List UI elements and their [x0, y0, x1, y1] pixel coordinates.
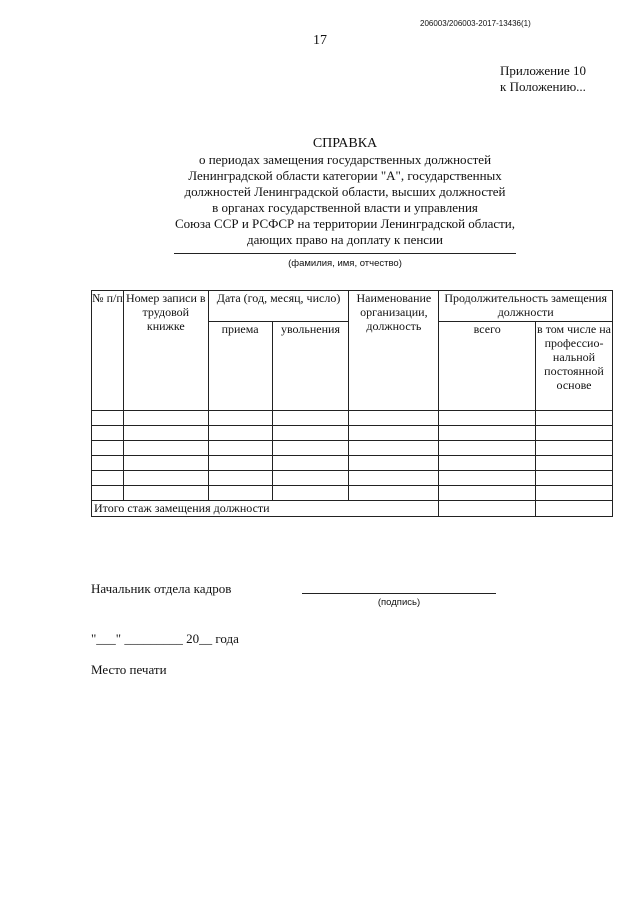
date-line: "___" _________ 20__ года	[91, 631, 239, 646]
header-organization: Наименование организации, должность	[349, 291, 439, 411]
header-duration-total: всего	[439, 322, 536, 411]
chief-hr-label: Начальник отдела кадров	[91, 581, 232, 596]
title-line: о периодах замещения государственных должностей	[198, 152, 492, 167]
title-line: Ленинградской области категории "А", государственных	[188, 168, 502, 183]
total-value	[439, 501, 536, 517]
header-date-hire: приема	[208, 322, 272, 411]
title-line: должностей Ленинградской области, высших должностей	[184, 184, 506, 199]
table-row	[92, 441, 613, 456]
document-title	[150, 135, 540, 248]
header-duration-professional: в том числе на профессио-нальной постоянной основе	[536, 322, 613, 411]
total-row	[92, 501, 613, 517]
header-duration: Продолжительность замещения должности	[439, 291, 613, 322]
table-row	[92, 426, 613, 441]
header-record-number: Номер записи в трудовой книжке	[123, 291, 208, 411]
total-professional-value	[536, 501, 613, 517]
table-row	[92, 471, 613, 486]
service-periods-table	[91, 290, 613, 517]
document-id: 206003/206003-2017-13436(1)	[420, 19, 531, 28]
page-number: 17	[313, 33, 327, 48]
appendix-line-2: к Положению...	[500, 79, 586, 94]
appendix-line-1: Приложение 10	[500, 63, 587, 78]
signature-line	[302, 593, 496, 594]
title-line: дающих право на доплату к пенсии	[246, 232, 443, 247]
total-label: Итого стаж замещения должности	[92, 501, 439, 517]
seal-place-label: Место печати	[91, 662, 167, 677]
fio-caption: (фамилия, имя, отчество)	[288, 258, 402, 269]
title-line: Союза ССР и РСФСР на территории Ленинградской области,	[174, 216, 516, 231]
header-num: № п/п	[92, 291, 124, 411]
title-main: СПРАВКА	[312, 136, 378, 151]
table-row	[92, 486, 613, 501]
fio-blank-line	[174, 253, 516, 254]
header-date-dismissal: увольнения	[272, 322, 349, 411]
table-row	[92, 411, 613, 426]
header-date: Дата (год, месяц, число)	[208, 291, 349, 322]
table-row	[92, 456, 613, 471]
signature-caption: (подпись)	[377, 597, 421, 608]
title-line: в органах государственной власти и управления	[212, 200, 478, 215]
appendix-note	[500, 63, 586, 95]
